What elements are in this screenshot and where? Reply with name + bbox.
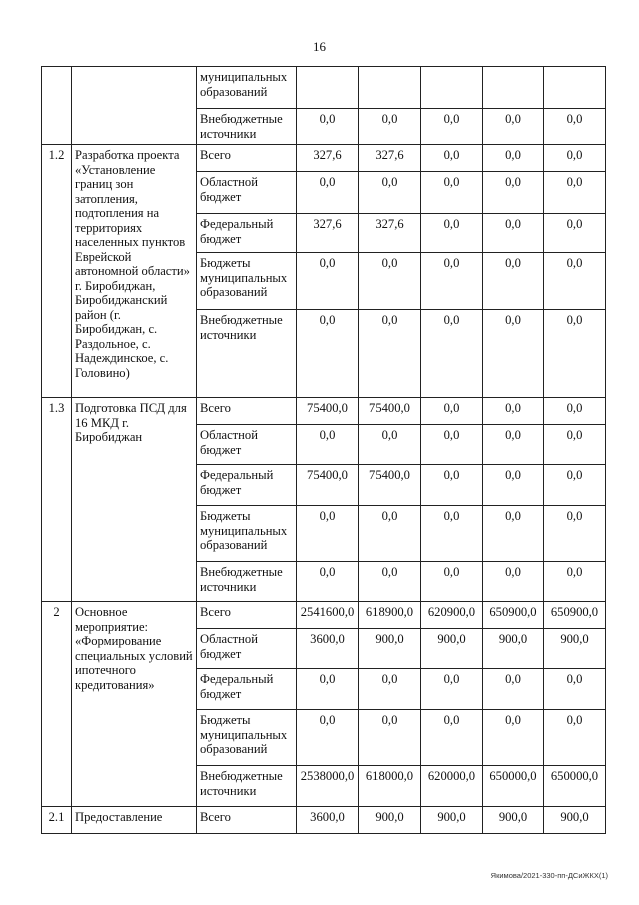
value-cell: 900,0 [421,629,483,669]
item-name-cell: Подготовка ПСД для 16 МКД г. Биробиджан [72,398,197,602]
funding-source-cell: Всего [197,398,297,425]
value-cell [359,67,421,109]
value-cell: 75400,0 [359,398,421,425]
value-cell [544,67,606,109]
value-cell: 0,0 [297,669,359,710]
page-number: 16 [313,39,326,54]
funding-source-cell: Всего [197,145,297,172]
funding-source-cell: Бюджеты муниципальных образований [197,506,297,562]
value-cell: 0,0 [421,669,483,710]
item-number-cell: 2 [42,602,72,807]
value-cell: 75400,0 [359,465,421,506]
value-cell: 0,0 [421,562,483,602]
value-cell [297,67,359,109]
value-cell: 0,0 [544,398,606,425]
value-cell: 75400,0 [297,465,359,506]
value-cell [421,67,483,109]
value-cell: 0,0 [483,465,544,506]
value-cell: 0,0 [421,310,483,398]
item-name-cell: Основное мероприятие: «Формирование специальных условий ипотечного кредитования» [72,602,197,807]
value-cell: 0,0 [483,172,544,214]
value-cell: 0,0 [297,172,359,214]
value-cell: 327,6 [297,145,359,172]
value-cell: 0,0 [483,145,544,172]
value-cell: 0,0 [297,506,359,562]
value-cell: 0,0 [544,109,606,145]
value-cell: 0,0 [483,310,544,398]
value-cell: 0,0 [544,425,606,465]
value-cell: 0,0 [483,109,544,145]
value-cell: 0,0 [544,145,606,172]
value-cell: 0,0 [421,710,483,766]
value-cell [483,67,544,109]
value-cell: 0,0 [421,425,483,465]
value-cell: 327,6 [359,214,421,253]
value-cell: 327,6 [359,145,421,172]
value-cell: 0,0 [359,425,421,465]
item-number-cell: 1.2 [42,145,72,398]
funding-source-cell: Всего [197,807,297,834]
value-cell: 650000,0 [544,766,606,807]
funding-source-cell: Внебюджетные источники [197,310,297,398]
funding-source-cell: Областной бюджет [197,172,297,214]
value-cell: 0,0 [359,562,421,602]
value-cell: 0,0 [359,669,421,710]
funding-source-cell: Областной бюджет [197,425,297,465]
table-row [42,602,606,629]
value-cell: 0,0 [544,310,606,398]
value-cell: 0,0 [544,562,606,602]
value-cell: 0,0 [544,465,606,506]
value-cell: 620900,0 [421,602,483,629]
value-cell: 0,0 [359,172,421,214]
value-cell: 900,0 [359,629,421,669]
funding-source-cell: Бюджеты муниципальных образований [197,710,297,766]
funding-source-cell: Всего [197,602,297,629]
value-cell: 0,0 [483,710,544,766]
value-cell: 0,0 [544,506,606,562]
value-cell: 620000,0 [421,766,483,807]
funding-source-cell: Федеральный бюджет [197,465,297,506]
value-cell: 0,0 [421,172,483,214]
document-reference: Якимова/2021-330-пп-ДСиЖКХ(1) [490,871,608,880]
value-cell: 0,0 [421,253,483,310]
value-cell: 900,0 [421,807,483,834]
funding-source-cell: муниципальных образований [197,67,297,109]
item-number-cell: 1.3 [42,398,72,602]
value-cell: 900,0 [483,807,544,834]
item-name-cell: Предоставление [72,807,197,834]
value-cell: 900,0 [483,629,544,669]
funding-source-cell: Областной бюджет [197,629,297,669]
table-row [42,145,606,172]
value-cell: 0,0 [297,425,359,465]
value-cell: 0,0 [483,506,544,562]
value-cell: 0,0 [483,669,544,710]
value-cell: 0,0 [421,145,483,172]
value-cell: 0,0 [421,109,483,145]
value-cell: 0,0 [483,425,544,465]
value-cell: 618000,0 [359,766,421,807]
value-cell: 0,0 [359,310,421,398]
funding-source-cell: Федеральный бюджет [197,214,297,253]
value-cell: 0,0 [297,310,359,398]
value-cell: 0,0 [297,253,359,310]
value-cell: 650900,0 [544,602,606,629]
value-cell: 0,0 [297,562,359,602]
value-cell: 0,0 [421,214,483,253]
value-cell: 0,0 [359,710,421,766]
value-cell: 0,0 [359,506,421,562]
value-cell: 2538000,0 [297,766,359,807]
value-cell: 900,0 [544,807,606,834]
value-cell: 900,0 [359,807,421,834]
budget-table [41,66,606,834]
value-cell: 0,0 [483,398,544,425]
value-cell: 2541600,0 [297,602,359,629]
value-cell: 900,0 [544,629,606,669]
funding-source-cell: Внебюджетные источники [197,766,297,807]
value-cell: 650000,0 [483,766,544,807]
value-cell: 0,0 [544,669,606,710]
value-cell: 0,0 [544,253,606,310]
value-cell: 0,0 [544,214,606,253]
table-row [42,398,606,425]
value-cell: 0,0 [359,109,421,145]
table-row [42,807,606,834]
item-name-cell [72,67,197,145]
item-number-cell: 2.1 [42,807,72,834]
funding-source-cell: Федеральный бюджет [197,669,297,710]
value-cell: 75400,0 [297,398,359,425]
value-cell: 0,0 [421,398,483,425]
value-cell: 0,0 [544,710,606,766]
value-cell: 0,0 [421,465,483,506]
item-name-cell: Разработка проекта «Установление границ зон затопления, подтопления на территориях населенных пунктов Еврейской автономной области» г. Биробиджан, Биробиджанский район (г. Биробиджан, с. Раздольное, с. Надеждинское, с. Головино) [72,145,197,398]
funding-source-cell: Внебюджетные источники [197,109,297,145]
item-number-cell [42,67,72,145]
value-cell: 327,6 [297,214,359,253]
value-cell: 0,0 [483,562,544,602]
value-cell: 3600,0 [297,807,359,834]
value-cell: 0,0 [297,710,359,766]
value-cell: 3600,0 [297,629,359,669]
value-cell: 0,0 [483,253,544,310]
value-cell: 618900,0 [359,602,421,629]
value-cell: 0,0 [483,214,544,253]
table-row [42,67,606,109]
funding-source-cell: Внебюджетные источники [197,562,297,602]
value-cell: 0,0 [297,109,359,145]
value-cell: 0,0 [359,253,421,310]
value-cell: 650900,0 [483,602,544,629]
value-cell: 0,0 [421,506,483,562]
funding-source-cell: Бюджеты муниципальных образований [197,253,297,310]
value-cell: 0,0 [544,172,606,214]
